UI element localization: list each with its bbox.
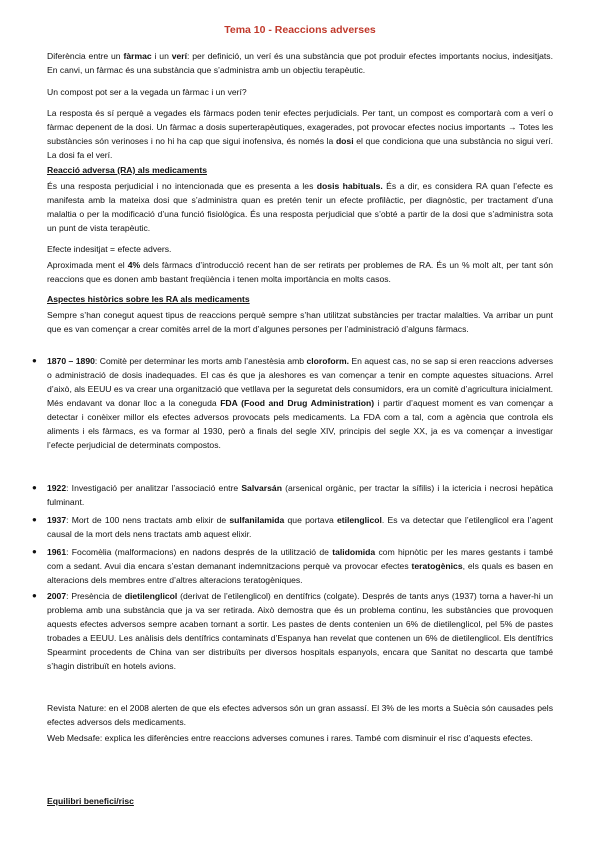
text-run: i un bbox=[151, 51, 172, 61]
web-medsafe-note: Web Medsafe: explica les diferències entre reaccions adverses comunes i rares. També com disminuir el risc d’aquests efectes. bbox=[47, 733, 533, 743]
bold-term: 1961 bbox=[47, 547, 67, 557]
bullet-icon: ● bbox=[32, 515, 37, 524]
text-run: que portava bbox=[284, 515, 337, 525]
text-run: : Focomèlia (malformacions) en nadons després de la utilització de bbox=[66, 547, 333, 557]
section-heading-benefit-risk: Equilibri benefici/risc bbox=[47, 796, 134, 806]
history-item-2007 bbox=[47, 589, 553, 673]
history-intro: Sempre s’han conegut aquest tipus de reaccions perquè sempre s’han utilitzat substàncies per tractar malalties. Va arribar un punt que es van començar a crear comitès arrel de la mort d’algunes persones per l’administració d’alguns fàrmacs. bbox=[47, 310, 553, 334]
text-run: com hipnòtic per les mares gestants i també com a sedant. Avui dia encara s’estan demanant indemnitzacions perquè va provocar efectes bbox=[47, 547, 554, 571]
text-run: : Investigació per analitzar l’associació entre bbox=[66, 483, 242, 493]
bullet-icon: ● bbox=[32, 356, 37, 365]
bold-term: 1870 – 1890 bbox=[47, 356, 95, 366]
bullet-icon: ● bbox=[32, 591, 37, 600]
bold-term: sulfanilamida bbox=[229, 515, 285, 525]
text-run: : Mort de 100 nens tractats amb elixir de bbox=[66, 515, 230, 525]
bold-term: 1922 bbox=[47, 483, 67, 493]
bold-term: etilenglicol bbox=[336, 515, 382, 525]
ra-definition bbox=[47, 179, 553, 235]
revista-nature-note: Revista Nature: en el 2008 alerten de que els efectes adversos són un gran assassí. El 3% de les morts a Suècia són causades pels efectes adversos dels medicaments. bbox=[47, 703, 553, 727]
bold-term: 1937 bbox=[47, 515, 67, 525]
bold-term: teratogènics bbox=[411, 561, 463, 571]
bold-term: cloroform. bbox=[306, 356, 349, 366]
text-run: (arsenical orgànic, per tractar la sífilis) i la ictericia i necrosi hepàtica fulminant. bbox=[47, 483, 554, 507]
section-heading-adverse-reaction: Reacció adversa (RA) als medicaments bbox=[47, 165, 208, 175]
text-run: És una resposta perjudicial i no intencionada que es presenta a les bbox=[47, 181, 317, 191]
bullet-icon: ● bbox=[32, 483, 37, 492]
text-run: La resposta és sí perquè a vegades els fàrmacs poden tenir efectes perjudicials. Per tant, un compost es comportarà com a verí o fàrmac depenent de la dosi. Un fàrmac a dosis superterapèutiques, exagerades, pot provocar efectes nocius importants → Totes les substàncies són verinoses i no hi ha cap que sigui inofensiva, és només la bbox=[47, 108, 553, 146]
text-run: Diferència entre un bbox=[47, 51, 124, 61]
bold-term: FDA (Food and Drug Administration) bbox=[220, 398, 375, 408]
text-run: , els quals es basen en alteracions dels membres entre d’altres alteracions teratogèniques. bbox=[47, 561, 553, 585]
bold-term: Salvarsán bbox=[241, 483, 282, 493]
bold-term: 2007 bbox=[47, 591, 67, 601]
bold-term: dietilenglicol bbox=[124, 591, 178, 601]
bold-term: fàrmac bbox=[123, 51, 152, 61]
ra-statistic bbox=[47, 258, 553, 286]
text-run: : Presència de bbox=[66, 591, 125, 601]
bullet-icon: ● bbox=[32, 547, 37, 556]
bold-term: dosis habituals. bbox=[316, 181, 383, 191]
text-run: : Comitè per determinar les morts amb l’anestèsia amb bbox=[94, 356, 307, 366]
intro-answer bbox=[47, 106, 553, 162]
text-run: : per definició, un verí és una substància que pot produir efectes importants nocius, indesitjats. En canvi, un fàrmac és una substància que s’administra amb un objectiu terapèutic. bbox=[47, 51, 553, 75]
text-run: . Es va detectar que l’etilenglicol era l’agent causal de la mort dels nens tractats amb aquest elixir. bbox=[47, 515, 553, 539]
intro-paragraph bbox=[47, 49, 553, 77]
history-item-1937 bbox=[47, 513, 553, 541]
text-run: dels fàrmacs d’introducció recent han de ser retirats per problemes de RA. És un % molt alt, per tant són reaccions que es donen amb bastant freqüència i tenen molta importància en molts casos. bbox=[47, 260, 553, 284]
bold-term: 4% bbox=[127, 260, 141, 270]
text-run: En aquest cas, no se sap si eren reaccions adverses o administració de dosis inadequades. El cas és que ja aleshores es van començar a tenir en compte aquestes situacions. Arrel d’això, als EEUU es va crear una organització que vetllava per la seguretat dels consumidors, era un comitè d’agricultura inicialment. Més endavant va donar lloc a la coneguda bbox=[47, 356, 554, 408]
page-title: Tema 10 - Reaccions adverses bbox=[224, 24, 376, 36]
bold-term: talidomida bbox=[332, 547, 376, 557]
bold-term: dosi bbox=[335, 136, 354, 146]
text-run: (derivat de l’etilenglicol) en dentífrics (colgate). Després de tants anys (1937) torna a haver-hi un problema amb una substància que ja va ser retirada. Això demostra que és un problema continu, les substàncies que provoquen aquests efectes adversos sempre acaben tornant a sortir. Les pastes de dents contenien un 6% de dietilenglicol, pel 5% de pastes trobades a EEUU. Les anàlisis dels dentífrics contaminats d’Espanya han revelat que contenen un 6% de dietilenglicol. Els dentífrics Spearmint procedents de China van ser distribuïts per diversos hospitals espanyols, encara que Sanitat no descarta que també s’hagin distribuït en hotels avions. bbox=[47, 591, 553, 671]
history-item-1870 bbox=[47, 354, 553, 452]
history-item-1922 bbox=[47, 481, 553, 509]
text-run: És a dir, es considera RA quan l’efecte es manifesta amb la mateixa dosi que s’administra quan es pretén tenir un efecte profilàctic, per diagnòstic, per tractament d’una malaltia o per la modificació d’una funció fisiològica. És una resposta perjudicial que s’obté a partir de la dosi que s’administra sota un punt de vista terapèutic. bbox=[47, 181, 553, 233]
bold-term: verí bbox=[171, 51, 188, 61]
intro-question: Un compost pot ser a la vegada un fàrmac i un verí? bbox=[47, 87, 247, 97]
text-run: el que condiciona que una substància no sigui verí. La dosi fa el verí. bbox=[47, 136, 554, 160]
section-heading-history: Aspectes històrics sobre les RA als medicaments bbox=[47, 294, 250, 304]
text-run: i partir d’aquest moment es van començar a detectar i conèixer millor els efectes adversos provocats pels medicaments. La FDA com a tal, com a agència que controla els aliments i els fàrmacs, es va formar al 1930, però a finals del segle XIV, principis del segle XX, ja es va començar a investigar l’efecte perjudicial de determinats compostos. bbox=[47, 398, 553, 450]
text-run: Aproximada ment el bbox=[47, 260, 128, 270]
ra-synonym: Efecte indesitjat = efecte advers. bbox=[47, 244, 172, 254]
history-item-1961 bbox=[47, 545, 553, 587]
